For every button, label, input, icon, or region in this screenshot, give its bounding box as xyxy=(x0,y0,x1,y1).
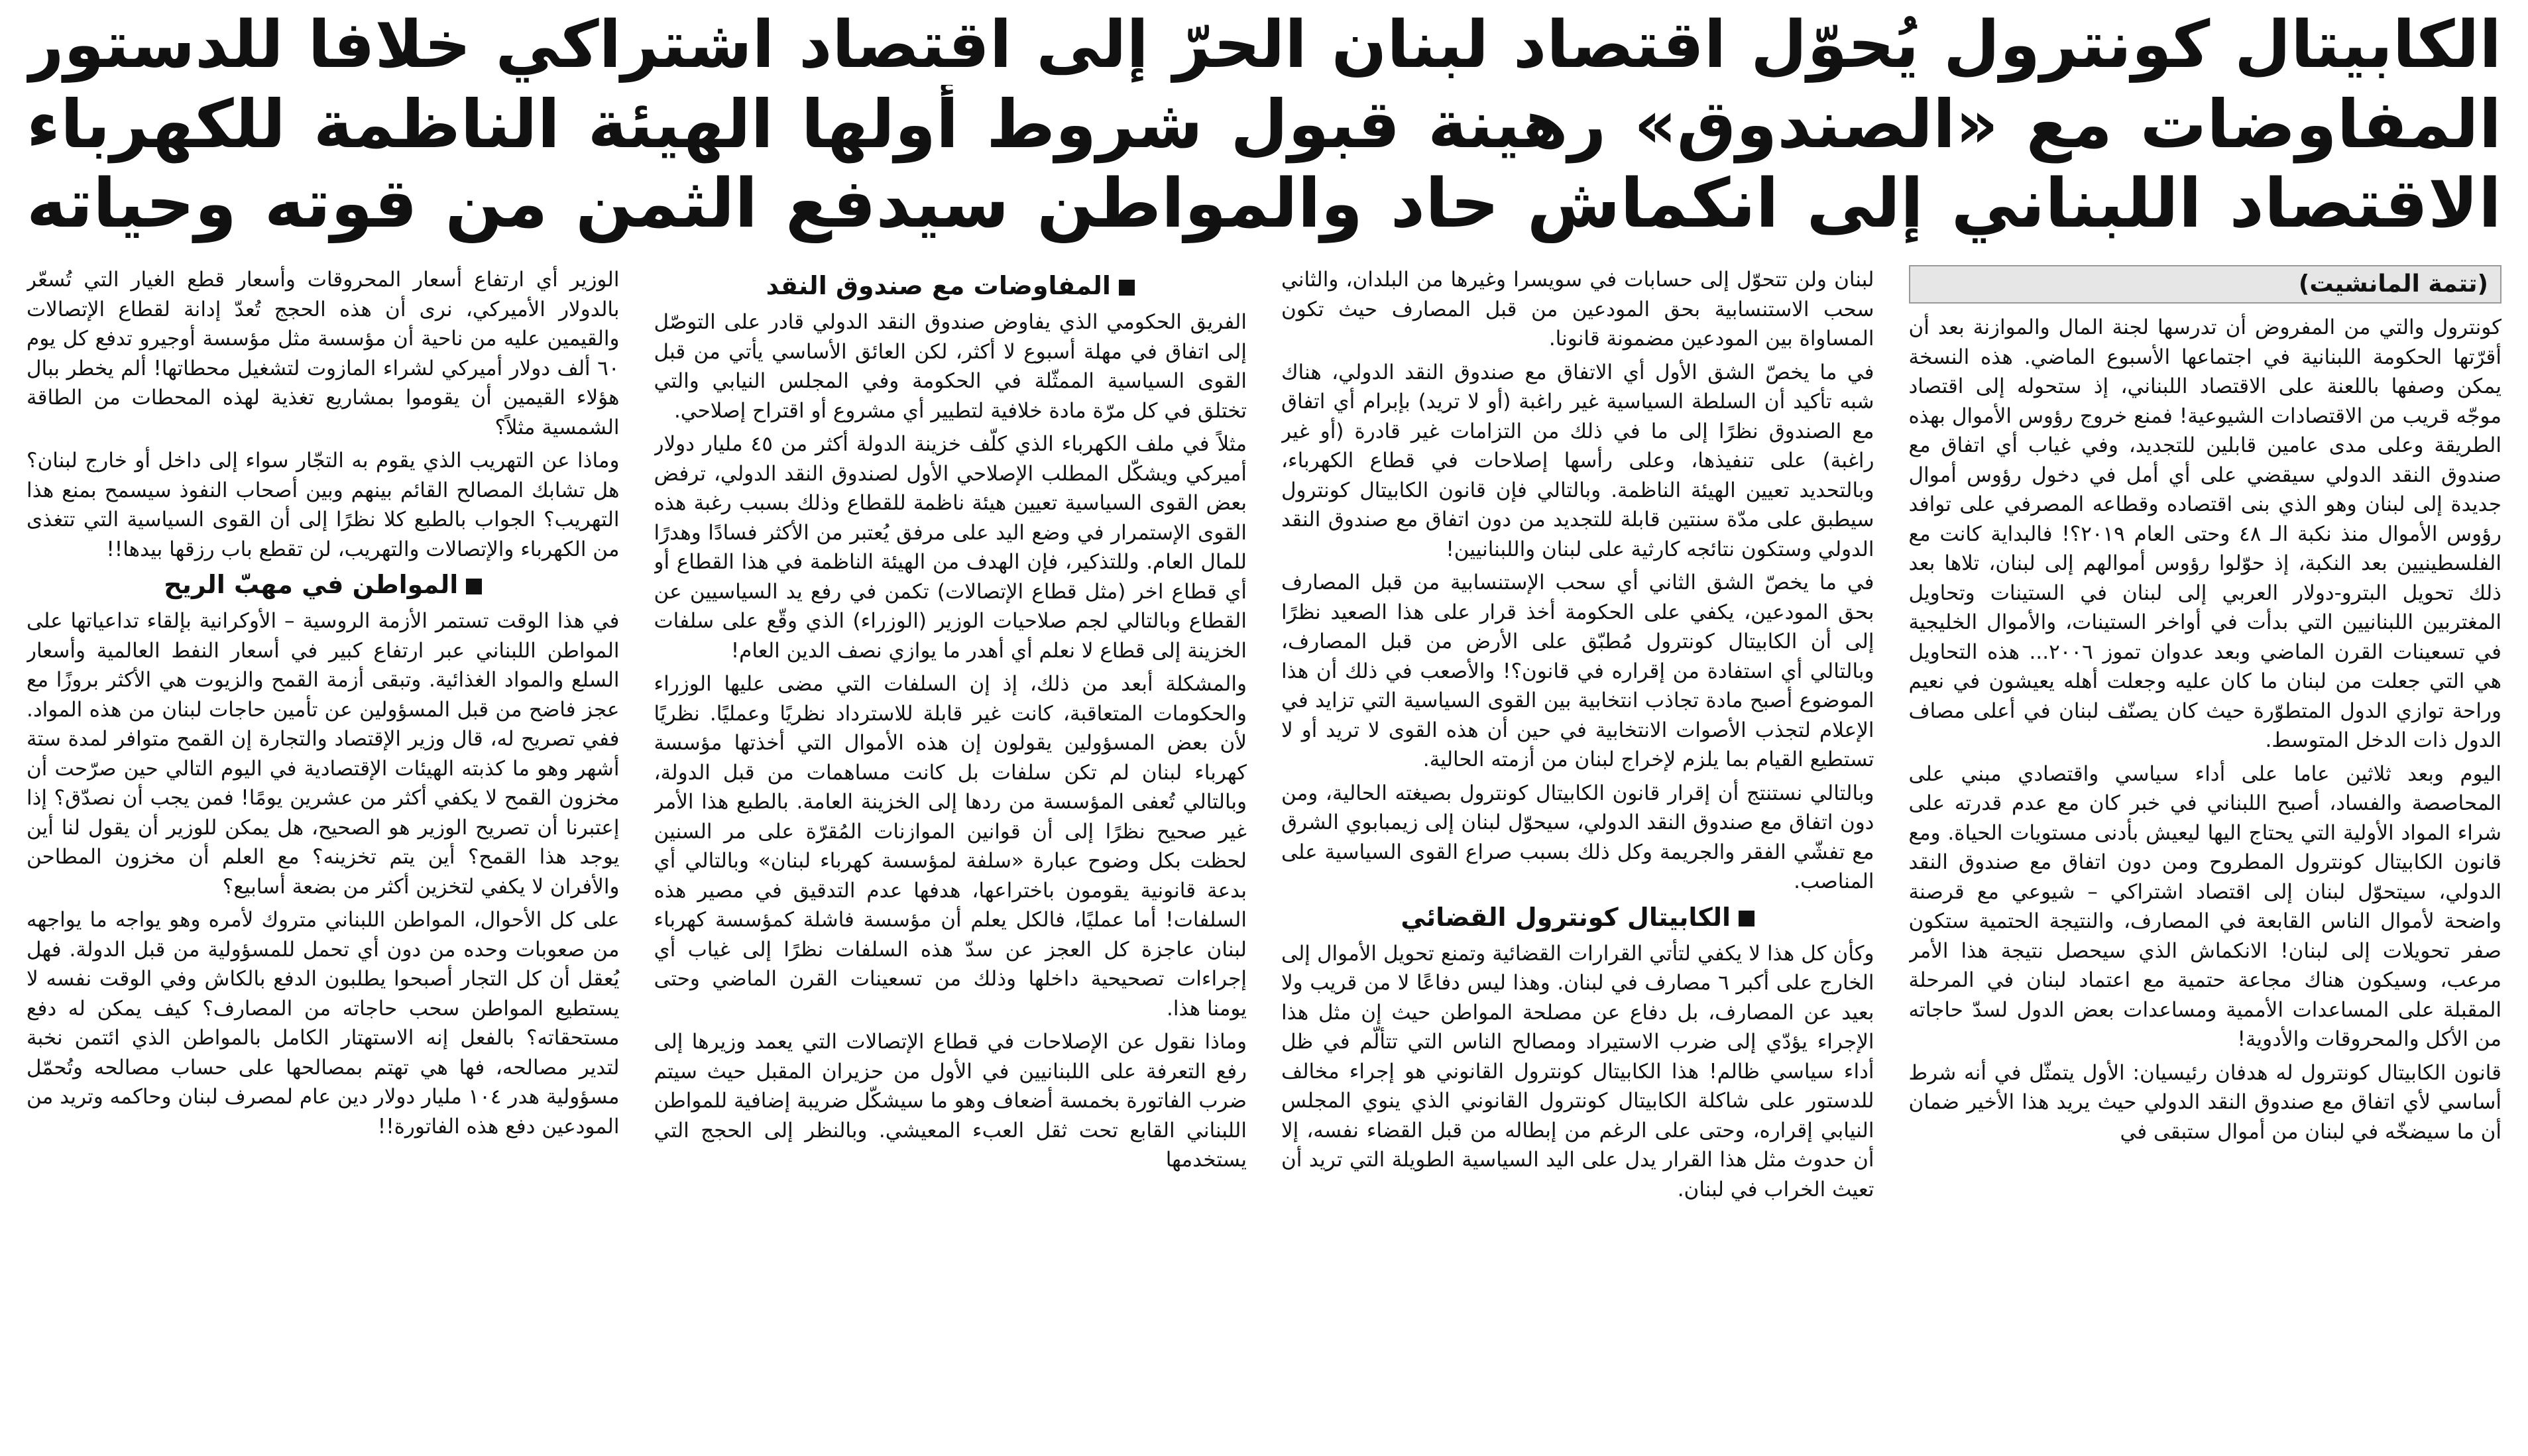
paragraph: وماذا عن التهريب الذي يقوم به التجّار سواء إلى داخل أو خارج لبنان؟ هل تشابك المصالح القائم بينهم وبين أصحاب النفوذ سيسمح بمنع هذا التهريب؟ الجواب بالطبع كلا نظرًا إلى أن القوى السياسية التي تتغذى من الكهرباء والإتصالات والتهريب، لن تقطع باب رزقها بيدها!! xyxy=(27,449,620,561)
paragraph: في ما يخصّ الشق الثاني أي سحب الإستنسابية من قبل المصارف بحق المودعين، يكفي على الحكومة أخذ قرار على هذا الصعيد نظرًا إلى أن الكابيتال كونترول مُطبّق على الأرض من قبل المصارف، وبالتالي أي استفادة من إقراره في قانون؟! والأصعب في ذلك أن هذا الموضوع أصبح مادة تجاذب انتخابية بين القوى السياسية التي تزايد في الإعلام لتجذب الأصوات الانتخابية في حين أن هذه القوى لا تريد أو لا تستطيع القيام بما يلزم لإخراج لبنان من أزمته الحالية. xyxy=(1281,571,1874,771)
square-bullet-icon xyxy=(1119,280,1135,296)
square-bullet-icon xyxy=(466,579,482,594)
headline-line-1: الكابيتال كونترول يُحوّل اقتصاد لبنان الحرّ إلى اقتصاد اشتراكي خلافا للدستور xyxy=(27,7,2501,83)
paragraph: وبالتالي نستنتج أن إقرار قانون الكابيتال كونترول بصيغته الحالية، ومن دون اتفاق مع صندوق النقد الدولي، سيحوّل لبنان إلى زيمبابوي الشرق مع تفشّي الفقر والجريمة وكل ذلك بسبب صراع القوى السياسية على المناصب. xyxy=(1281,781,1874,893)
section-heading-text: الكابيتال كونترول القضائي xyxy=(1401,902,1731,932)
paragraph: اليوم وبعد ثلاثين عاما على أداء سياسي واقتصادي مبني على المحاصصة والفساد، أصبح اللبناني في خبر كان مع عدم قدرته على شراء المواد الأولية التي يحتاج اليها ليعيش بأدنى مستويات الحياة. ومع قانون الكابيتال كونترول المطروح ومن دون اتفاق مع صندوق النقد الدولي، سيتحوّل لبنان إلى اقتصاد اشتراكي – شيوعي مع قرصنة واضحة لأموال الناس القابعة في المصارف، والنتيجة الحتمية ستكون صفر تحويلات إلى لبنان! الانكماش الذي سيحصل نتيجة هذا الأمر مرعب، وسيكون هناك مجاعة حتمية مع اعتماد لبنان في المرحلة المقبلة على المساعدات الأممية ومساعدات بعض الدول لسدّ حاجاته من الأكل والمحروقات والأدوية! xyxy=(1908,761,2501,1051)
headline-block xyxy=(27,5,2501,244)
paragraph: في هذا الوقت تستمر الأزمة الروسية – الأوكرانية بإلقاء تداعياتها على المواطن اللبناني عبر ارتفاع كبير في أسعار النفط العالمية وأسعار السلع والمواد الغذائية. وتبقى أزمة القمح والزيوت هي الأكثر بروزًا مع عجز فاضح من قبل المسؤولين عن تأمين حاجات لبنان من هذه المواد. ففي تصريح له، قال وزير الإقتصاد والتجارة إن القمح متوافر لمدة ستة أشهر وهو ما كذبته الهيئات الإقتصادية في اليوم التالي حين صرّحت أن مخزون القمح لا يكفي أكثر من عشرين يومًا! فمن يجب أن نصدّق؟ إذا إعتبرنا أن تصريح الوزير هو الصحيح، هل يمكن للوزير أن يقول لنا أين يوجد هذا القمح؟ أين يتم تخزينه؟ مع العلم أن مخزون المطاحن والأفران لا يكفي لتخزين أكثر من بضعة أسابيع؟ xyxy=(27,609,620,899)
headline-line-3: الاقتصاد اللبناني إلى انكماش حاد والمواطن سيدفع الثمن من قوته وحياته xyxy=(27,164,2501,243)
column-3 xyxy=(654,265,1247,1448)
paragraph: والمشكلة أبعد من ذلك، إذ إن السلفات التي مضى عليها الوزراء والحكومات المتعاقبة، كانت غير قابلة للاسترداد نظريًا وعمليًا. نظريًا لأن بعض المسؤولين يقولون إن هذه الأموال التي أخذتها مؤسسة كهرباء لبنان لم تكن سلفات بل كانت مساهمات من قبل الدولة، وبالتالي تُعفى المؤسسة من ردها إلى الخزينة العامة. بالطبع هذا الأمر غير صحيح نظرًا إلى أن قوانين الموازنات المُقرّة على مر السنين لحظت بكل وضوح عبارة «سلفة لمؤسسة كهرباء لبنان» وبالتالي أي بدعة قانونية يقومون باختراعها، هدفها عدم التدقيق في مصير هذه السلفات! أما عمليًا، فالكل يعلم أن مؤسسة فاشلة كمؤسسة كهرباء لبنان عاجزة كل العجز عن سدّ هذه السلفات نظرًا إلى غياب أي إجراءات تصحيحية داخلها وذلك من تسعينات القرن الماضي وحتى يومنا هذا. xyxy=(654,672,1247,1021)
paragraph: وكأن كل هذا لا يكفي لتأتي القرارات القضائية وتمنع تحويل الأموال إلى الخارج على أكبر ٦ مصارف في لبنان. وهذا ليس دفاعًا لا من قريب ولا بعيد عن المصارف، بل دفاع عن مصلحة المواطن حيث إن مثل هذا الإجراء يؤدّي إلى ضرب الاستيراد ومصالح الناس التي تتألّم في ظل أداء سياسي ظالم! هذا الكابيتال كونترول القانوني هو إجراء مخالف للدستور على شاكلة الكابيتال كونترول القانوني الذي ينوي المجلس النيابي إقراره، وحتى على الرغم من إبطاله من قبل القضاء نفسه، إلا أن حدوث مثل هذا القرار يدل على اليد السياسية الطويلة التي تريد أن تعيث الخراب في لبنان. xyxy=(1281,941,1874,1202)
headline-line-2: المفاوضات مع «الصندوق» رهينة قبول شروط أولها الهيئة الناظمة للكهرباء xyxy=(27,85,2501,163)
paragraph: قانون الكابيتال كونترول له هدفان رئيسيان: الأول يتمثّل في أنه شرط أساسي لأي اتفاق مع صندوق النقد الدولي حيث يريد هذا الأخير ضمان أن ما سيضخّه في لبنان من أموال ستبقى في xyxy=(1908,1060,2501,1144)
article-columns xyxy=(27,265,2501,1448)
column-2 xyxy=(1281,265,1874,1448)
paragraph: الوزير أي ارتفاع أسعار المحروقات وأسعار قطع الغيار التي تُسعّر بالدولار الأميركي، نرى أن هذه الحجج تُعدّ إدانة لقطاع الإتصالات والقيمين عليه من ناحية أن مؤسسة مثل مؤسسة أوجيرو تدفع كل يوم ٦٠ ألف دولار أميركي لشراء المازوت لتشغيل محطاتها! ألم يخطر ببال هؤلاء القيمين أن يقوموا بمشاريع تغذية لهذه المحطات من الطاقة الشمسية مثلاً؟ xyxy=(27,268,620,439)
section-heading-text: المواطن في مهبّ الريح xyxy=(164,570,459,599)
section-heading-text: المفاوضات مع صندوق النقد xyxy=(766,271,1111,300)
section-heading xyxy=(27,568,620,601)
section-heading xyxy=(654,269,1247,302)
continued-label: (تتمة المانشيت) xyxy=(1909,265,2502,304)
paragraph: مثلاً في ملف الكهرباء الذي كلّف خزينة الدولة أكثر من ٤٥ مليار دولار أميركي ويشكّل المطلب الإصلاحي الأول لصندوق النقد الدولي، ترفض بعض القوى السياسية تعيين هيئة ناظمة للقطاع وذلك بسبب رغبة هذه القوى الإستمرار في وضع اليد على مرفق يُعتبر من الأكثر فسادًا وهدرًا للمال العام. وللتذكير، فإن الهدف من الهيئة الناظمة في هذا القطاع أو أي قطاع اخر (مثل قطاع الإتصالات) تكمن في رفع يد السياسيين عن القطاع وبالتالي لجم صلاحيات الوزير (الوزراء) الذي وقّع على سلفات الخزينة إلى قطاع لا نعلم أي أهدر ما يوازي نصف الدين العام! xyxy=(654,432,1247,663)
paragraph: في ما يخصّ الشق الأول أي الاتفاق مع صندوق النقد الدولي، هناك شبه تأكيد أن السلطة السياسية غير راغبة (أو لا تريد) بإبرام أي اتفاق مع الصندوق نظرًا إلى ما في ذلك من التزامات غير قادرة (أو غير راغبة) على تنفيذها، وعلى رأسها إصلاحات في قطاع الكهرباء، وبالتحديد تعيين الهيئة الناظمة. وبالتالي فإن قانون الكابيتال كونترول سيطبق على مدّة سنتين قابلة للتجديد من دون اتفاق مع صندوق النقد الدولي وستكون نتائجه كارثية على لبنان واللبنانيين! xyxy=(1281,360,1874,561)
section-heading xyxy=(1281,901,1874,934)
paragraph: وماذا نقول عن الإصلاحات في قطاع الإتصالات التي يعمد وزيرها إلى رفع التعرفة على اللبنانيين في الأول من حزيران المقبل حيث سيتم ضرب الفاتورة بخمسة أضعاف وهو ما سيشكّل ضريبة إضافية للمواطن اللبناني القابع تحت ثقل العبء المعيشي. وبالنظر إلى الحجج التي يستخدمها xyxy=(654,1030,1247,1172)
paragraph: الفريق الحكومي الذي يفاوض صندوق النقد الدولي قادر على التوصّل إلى اتفاق في مهلة أسبوع لا أكثر، لكن العائق الأساسي يأتي من قبل القوى السياسية الممثّلة في الحكومة وفي المجلس النيابي والتي تختلق في كل مرّة مادة خلافية لتطيير أي مشروع أو اقتراح إصلاحي. xyxy=(654,310,1247,423)
paragraph: على كل الأحوال، المواطن اللبناني متروك لأمره وهو يواجه ما يواجهه من صعوبات وحده من دون أي تحمل للمسؤولية من قبل الدولة. فهل يُعقل أن كل التجار أصبحوا يطلبون الدفع بالكاش وفي الوقت نفسه لا يستطيع المواطن سحب حاجاته من المصارف؟ كيف يمكن له دفع مستحقاته؟ بالفعل إنه الاستهتار الكامل بالمواطن الذي ائتمن نخبة لتدير مصالحه، فها هي تهتم بمصالحها على حساب مصالحه وتُحمّل مسؤولية هدر ١٠٤ مليار دولار دين عام لمصرف لبنان وحاكمه وتريد من المودعين دفع هذه الفاتورة!! xyxy=(27,908,620,1139)
paragraph: كونترول والتي من المفروض أن تدرسها لجنة المال والموازنة بعد أن أقرّتها الحكومة اللبنانية في اجتماعها الأسبوع الماضي. هذه النسخة يمكن وصفها باللعنة على الاقتصاد اللبناني، إذ ستحوله إلى اقتصاد موجّه قريب من الاقتصادات الشيوعية! فمنع خروج رؤوس الأموال بهذه الطريقة وعلى مدى عامين قابلين للتجديد، وفي غياب أي اتفاق مع صندوق النقد الدولي سيقضي على أي أمل في دخول رؤوس أموال جديدة إلى لبنان وهو الذي بنى اقتصاده وقطاعه المصرفي على توافد رؤوس الأموال منذ نكبة الـ ٤٨ وحتى العام ٢٠١٩؟! فالبداية كانت مع الفلسطينيين بعد النكبة، إذ حوّلوا رؤوس أموالهم إلى لبنان، تلاها بعد ذلك تحويل البترو-دولار العربي إلى لبنان في الستينات وتحاويل المغتربين اللبنانيين التي بدأت في أواخر الستينات، والأموال الخليجية في تسعينات القرن الماضي وبعد عدوان تموز ٢٠٠٦... هذه التحاويل هي التي جعلت من لبنان ما كان عليه وجعلت أهله يعيشون في نعيم وراحة توازي الدول المتطوّرة حيث كان يصنّف لبنان في أعلى مصاف الدول ذات الدخل المتوسط. xyxy=(1908,315,2501,752)
column-4 xyxy=(27,265,620,1448)
square-bullet-icon xyxy=(1739,911,1754,926)
paragraph: لبنان ولن تتحوّل إلى حسابات في سويسرا وغيرها من البلدان، والثاني سحب الاستنسابية بحق المودعين من قبل المصارف حيث تكون المساواة بين المودعين مضمونة قانونا. xyxy=(1281,268,1874,351)
column-1 xyxy=(1909,265,2502,1448)
